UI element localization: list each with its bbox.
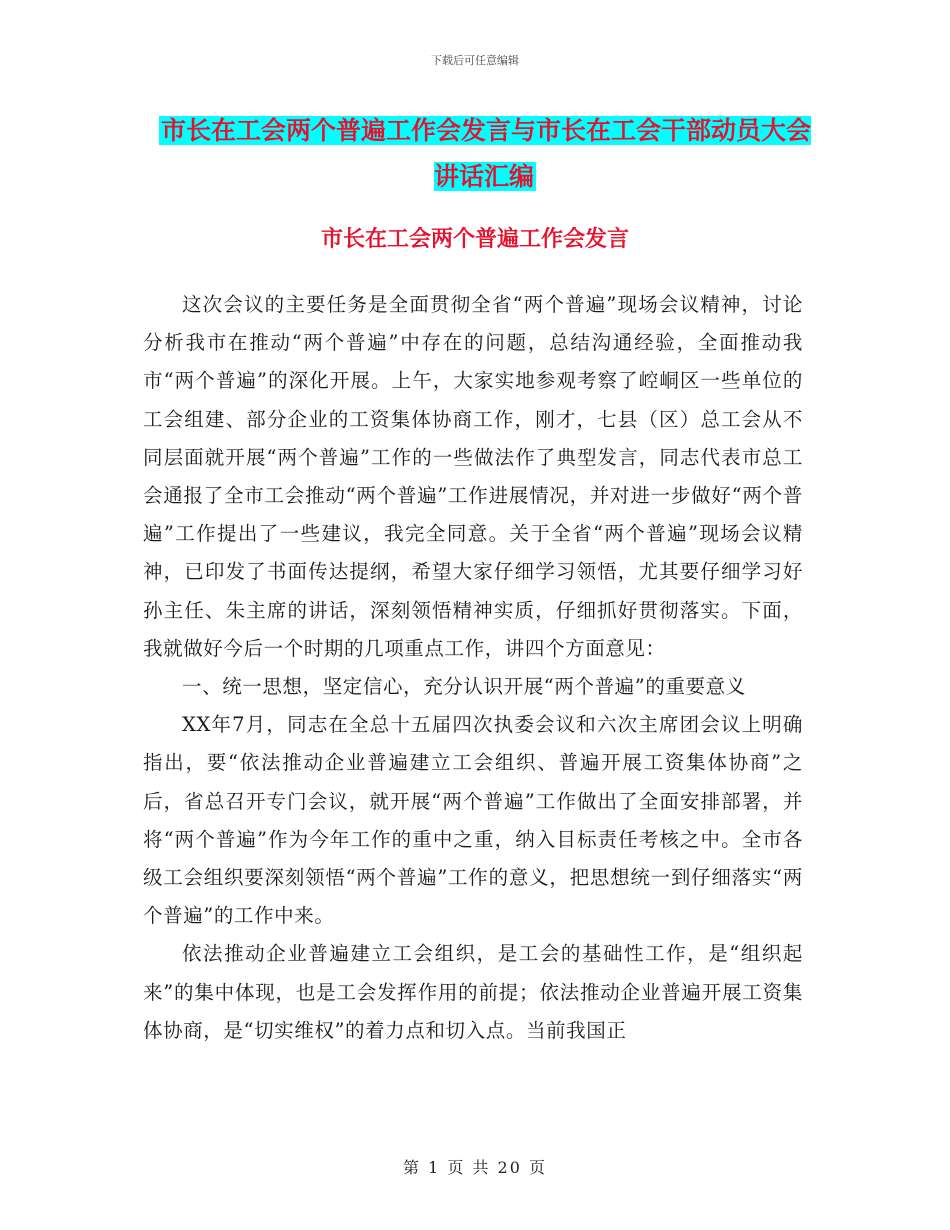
document-body (143, 286, 803, 1050)
page-header-note: 下载后可任意编辑 (431, 54, 519, 67)
body-paragraph: 这次会议的主要任务是全面贯彻全省“两个普遍”现场会议精神，讨论分析我市在推动“两个普遍”中存在的问题，总结沟通经验，全面推动我市“两个普遍”的深化开展。上午，大家实地参观考察了崆峒区一些单位的工会组建、部分企业的工资集体协商工作，刚才，七县（区）总工会从不同层面就开展“两个普遍”工作的一些做法作了典型发言，同志代表市总工会通报了全市工会推动“两个普遍”工作进展情况，并对进一步做好“两个普遍”工作提出了一些建议，我完全同意。关于全省“两个普遍”现场会议精神，已印发了书面传达提纲，希望大家仔细学习领悟，尤其要仔细学习好孙主任、朱主席的讲话，深刻领悟精神实质，仔细抓好贯彻落实。下面，我就做好今后一个时期的几项重点工作，讲四个方面意见： (143, 293, 803, 660)
section-title: 市长在工会两个普遍工作会发言 (320, 227, 629, 252)
body-paragraph-heading: 一、统一思想，坚定信心，充分认识开展“两个普遍”的重要意义 (182, 675, 746, 699)
body-paragraph: 依法推动企业普遍建立工会组织，是工会的基础性工作，是“组织起来”的集中体现，也是工会发挥作用的前提；依法推动企业普遍开展工资集体协商，是“切实维权”的着力点和切入点。当前我国正 (143, 942, 803, 1042)
document-title-text: 市长在工会两个普遍工作会发言与市长在工会干部动员大会讲话汇编 (160, 116, 811, 191)
body-paragraph: XX年7月，同志在全总十五届四次执委会议和六次主席团会议上明确指出，要“依法推动企业普遍建立工会组织、普遍开展工资集体协商”之后，省总召开专门会议，就开展“两个普遍”工作做出了全面安排部署，并将“两个普遍”作为今年工作的重中之重，纳入目标责任考核之中。全市各级工会组织要深刻领悟“两个普遍”工作的意义，把思想统一到仔细落实“两个普遍”的工作中来。 (143, 713, 803, 928)
page-number-footer: 第 1 页 共 20 页 (403, 1158, 547, 1177)
document-title (150, 108, 820, 200)
